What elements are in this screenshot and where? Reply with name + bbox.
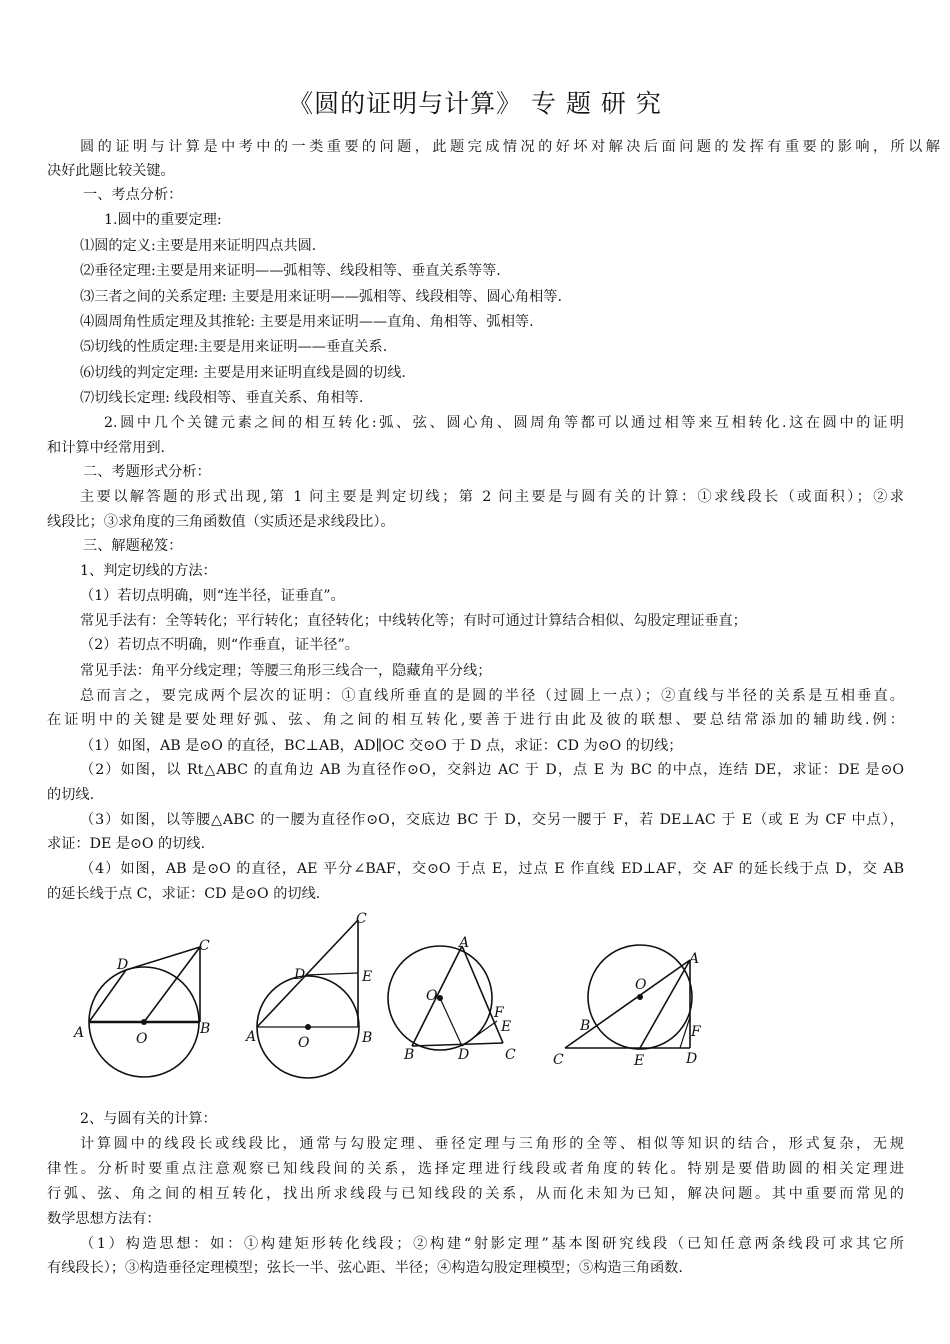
intro-line-1: 圆的证明与计算是中考中的一类重要的问题，此题完成情况的好坏对解决后面问题的发挥有重要的影响，所以解: [80, 139, 940, 155]
fig3-center-dot: [437, 995, 443, 1001]
fig4-label-b: B: [580, 1018, 591, 1034]
fig3-line-od: [440, 998, 462, 1046]
fig4-label-a: A: [689, 951, 700, 967]
theorem-3: ⑶三者之间的关系定理: 主要是用来证明——弧相等、线段相等、圆心角相等.: [80, 289, 562, 305]
method-1: （1）若切点明确，则“连半径，证垂直”。: [80, 588, 345, 604]
section-2-heading: 二、考题形式分析：: [83, 464, 211, 480]
fig3-label-c: C: [505, 1047, 516, 1063]
figure-1: [89, 947, 200, 1077]
figures-svg: [0, 905, 950, 1080]
fig1-label-b: B: [200, 1021, 211, 1037]
fig1-label-o: O: [136, 1031, 148, 1047]
fig2-label-o: O: [298, 1035, 310, 1051]
fig3-line-de: [462, 1021, 497, 1046]
figure-2: [257, 920, 359, 1078]
theorem-2: ⑵垂径定理:主要是用来证明——弧相等、线段相等、垂直关系等等.: [80, 263, 501, 279]
example-4-line-2: 的延长线于点 C，求证：CD 是⊙O 的切线.: [47, 886, 321, 902]
theorem-1: ⑴圆的定义:主要是用来证明四点共圆.: [80, 238, 317, 254]
example-2-line-2: 的切线.: [47, 787, 95, 803]
fig2-label-d: D: [294, 967, 306, 983]
calc-heading: 2、与圆有关的计算：: [80, 1111, 217, 1127]
fig4-label-e: E: [634, 1053, 645, 1069]
summary-line-2: 在证明中的关键是要处理好弧、弦、角之间的相互转化,要善于进行由此及彼的联想、要总结常添加的辅助线.例：: [47, 712, 904, 728]
example-3-line-2: 求证：DE 是⊙O 的切线.: [47, 836, 206, 852]
geometry-figures: [0, 905, 950, 1080]
calc-line-1: 计算圆中的线段长或线段比，通常与勾股定理、垂径定理与三角形的全等、相似等知识的结合，形式复杂，无规: [80, 1136, 904, 1152]
calc-line-3: 行弧、弦、角之间的相互转化，找出所求线段与已知线段的关系，从而化未知为已知，解决问题。其中重要而常见的: [47, 1186, 904, 1202]
fig2-label-a: A: [246, 1029, 257, 1045]
method-heading: 1、判定切线的方法：: [80, 563, 217, 579]
fig1-line-oc: [144, 947, 200, 1022]
example-4-line-1: （4）如图，AB 是⊙O 的直径，AE 平分∠BAF，交⊙O 于点 E，过点 E 作直线 ED⊥AF，交 AF 的延长线于点 D，交 AB: [80, 861, 904, 877]
example-3-line-1: （3）如图，以等腰△ABC 的一腰为直径作⊙O，交底边 BC 于 D，交另一腰于 F，若 DE⊥AC 于 E（或 E 为 CF 中点），: [80, 812, 904, 828]
fig3-line-bc: [412, 1043, 503, 1046]
fig3-label-d: D: [458, 1047, 470, 1063]
theorem-7: ⑺切线长定理: 线段相等、垂直关系、角相等.: [80, 390, 364, 406]
fig4-line-ea: [640, 960, 690, 1048]
figure-3: [388, 946, 503, 1050]
fig1-label-a: A: [74, 1025, 85, 1041]
fig1-line-dc: [126, 947, 200, 970]
fig3-label-o: O: [426, 988, 438, 1004]
theorem-4: ⑷圆周角性质定理及其推轮: 主要是用来证明——直角、角相等、弧相等.: [80, 314, 534, 330]
fig1-center-dot: [141, 1019, 147, 1025]
page-title: 《圆的证明与计算》 专 题 研 究: [288, 89, 662, 118]
fig2-label-e: E: [362, 969, 373, 985]
method-1-note: 常见手法有：全等转化；平行转化；直径转化；中线转化等；有时可通过计算结合相似、勾股定理证垂直；: [80, 613, 747, 629]
theorem-6: ⑹切线的判定定理: 主要是用来证明直线是圆的切线.: [80, 365, 406, 381]
subsection-1-1: 1.圆中的重要定理:: [104, 212, 222, 228]
fig4-label-o: O: [635, 977, 647, 993]
method-2: （2）若切点不明确，则“作垂直，证半径”。: [80, 637, 359, 653]
section-3-heading: 三、解题秘笈：: [83, 538, 183, 554]
fig4-center-dot: [637, 994, 643, 1000]
example-2-line-1: （2）如图，以 Rt△ABC 的直角边 AB 为直径作⊙O，交斜边 AC 于 D，点 E 为 BC 的中点，连结 DE，求证：DE 是⊙O: [80, 762, 904, 778]
section-2-line-1: 主要以解答题的形式出现,第 1 问主要是判定切线；第 2 问主要是与圆有关的计算：①求线段长（或面积）；②求: [80, 489, 904, 505]
fig1-line-ad: [89, 970, 126, 1022]
fig3-label-f: F: [494, 1005, 504, 1021]
fig1-label-d: D: [117, 957, 129, 973]
section-1-heading: 一、考点分析：: [83, 187, 183, 203]
subsection-1-2-line-2: 和计算中经常用到.: [47, 440, 166, 456]
fig3-label-a: A: [459, 935, 470, 951]
calc-line-2: 律性。分析时要重点注意观察已知线段间的关系，选择定理进行线段或者角度的转化。特别是要借助圆的相关定理进: [47, 1161, 904, 1177]
intro-line-2: 决好此题比较关键。: [47, 163, 175, 179]
theorem-5: ⑸切线的性质定理:主要是用来证明——垂直关系.: [80, 339, 388, 355]
calc-line-4: 数学思想方法有：: [47, 1211, 161, 1227]
fig2-label-c: C: [356, 911, 367, 927]
calc-line-5: （1）构造思想：如：①构建矩形转化线段；②构建“射影定理”基本图研究线段（已知任意两条线段可求其它所: [80, 1236, 904, 1252]
fig4-label-c: C: [553, 1052, 564, 1068]
summary-line-1: 总而言之，要完成两个层次的证明：①直线所垂直的是圆的半径（过圆上一点）；②直线与半径的关系是互相垂直。: [80, 688, 904, 704]
fig2-label-b: B: [362, 1030, 373, 1046]
method-2-note: 常见手法：角平分线定理；等腰三角形三线合一，隐藏角平分线；: [80, 663, 492, 679]
fig3-label-e: E: [501, 1019, 512, 1035]
calc-line-6: 有线段长）；③构造垂径定理模型；弦长一半、弦心距、半径；④构造勾股定理模型；⑤构造三角函数.: [47, 1260, 683, 1276]
fig4-label-d: D: [686, 1051, 698, 1067]
fig2-line-de: [306, 973, 358, 975]
fig4-label-f: F: [691, 1024, 701, 1040]
section-2-line-2: 线段比；③求角度的三角函数值（实质还是求线段比）。: [47, 514, 395, 530]
fig4-line-ca: [565, 960, 690, 1048]
example-1: （1）如图，AB 是⊙O 的直径，BC⊥AB，AD∥OC 交⊙O 于 D 点，求证：CD 为⊙O 的切线；: [80, 738, 683, 754]
subsection-1-2-line-1: 2.圆中几个关键元素之间的相互转化:弧、弦、圆心角、圆周角等都可以通过相等来互相转化.这在圆中的证明: [104, 415, 904, 431]
fig3-label-b: B: [404, 1047, 415, 1063]
fig1-label-c: C: [199, 938, 210, 954]
fig2-center-dot: [305, 1024, 311, 1030]
